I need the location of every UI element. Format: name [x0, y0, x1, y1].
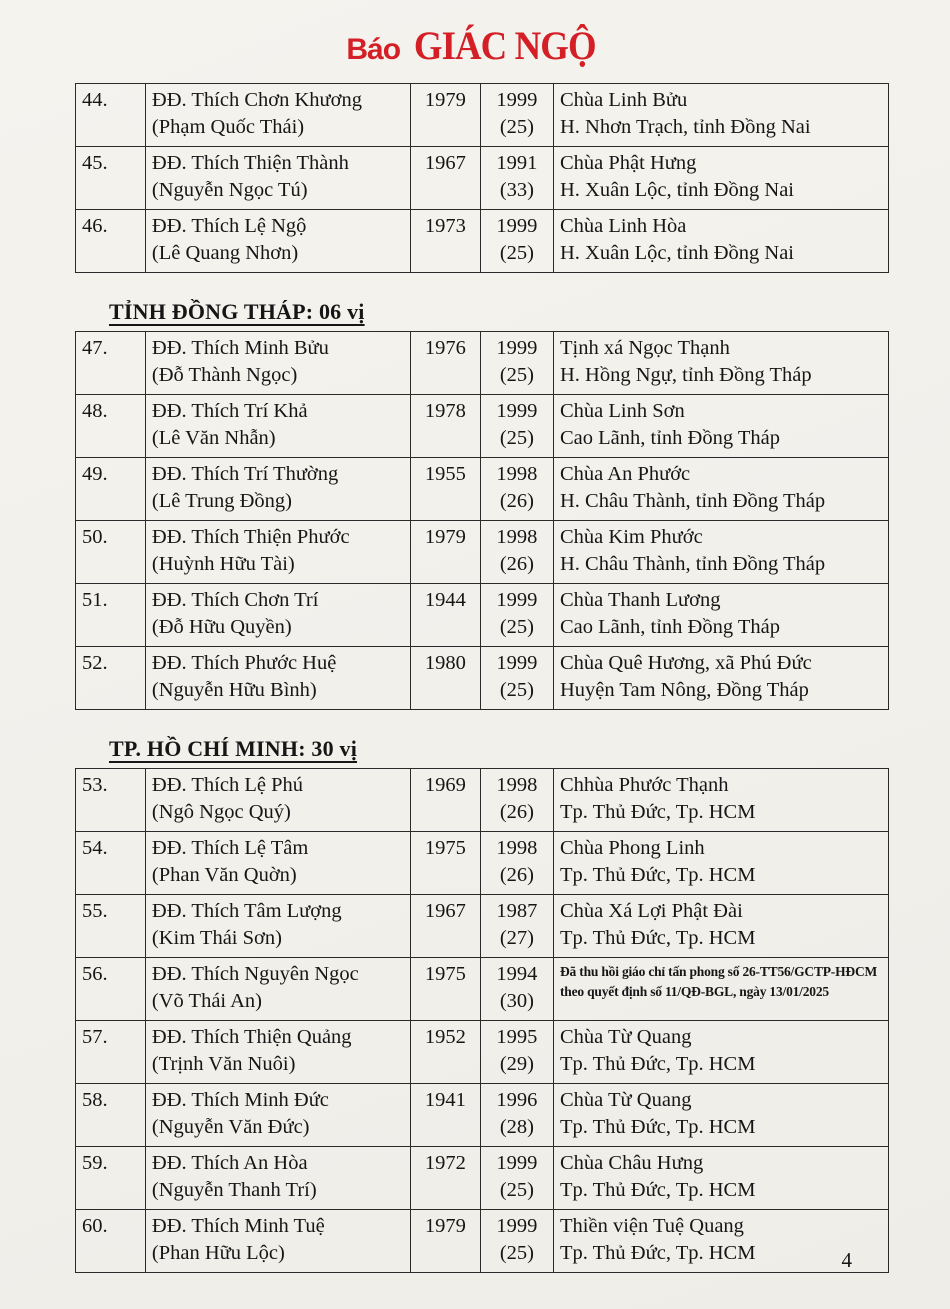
ordination-year: 1996	[496, 1089, 538, 1111]
temple-name: Chùa Linh Hòa	[560, 215, 687, 237]
location-cell	[554, 895, 889, 958]
birth-name: (Ngô Ngọc Quý)	[151, 801, 291, 823]
temple-location: Tp. Thủ Đức, Tp. HCM	[560, 1242, 756, 1264]
birth-year-cell	[410, 895, 480, 958]
section-title: TP. HỒ CHÍ MINH: 30 vị	[109, 736, 358, 761]
row-number: 55.	[82, 900, 108, 922]
location-cell	[554, 647, 889, 710]
birth-name: (Nguyễn Ngọc Tú)	[151, 179, 308, 201]
row-number: 48.	[82, 400, 108, 422]
birth-name: (Huỳnh Hữu Tài)	[151, 553, 295, 575]
name-cell	[145, 84, 410, 147]
birth-year: 1972	[424, 1152, 466, 1174]
birth-year-cell	[410, 332, 480, 395]
temple-location: H. Châu Thành, tỉnh Đồng Tháp	[560, 490, 826, 512]
birth-year-cell	[410, 1210, 480, 1273]
monk-name: ĐĐ. Thích An Hòa	[151, 1152, 308, 1174]
row-number-cell	[76, 1084, 146, 1147]
row-number: 46.	[82, 215, 108, 237]
row-number-cell	[76, 210, 146, 273]
name-cell	[145, 147, 410, 210]
row-number: 53.	[82, 774, 108, 796]
birth-year: 1979	[424, 89, 466, 111]
ordination-year: 1999	[496, 89, 538, 111]
birth-year: 1955	[424, 463, 466, 485]
birth-year-cell	[410, 832, 480, 895]
temple-name: Chùa Phật Hưng	[560, 152, 697, 174]
revocation-note-line1: Đã thu hồi giáo chỉ tấn phong số 26-TT56/GCTP-HĐCM	[560, 964, 878, 979]
temple-location: H. Hồng Ngự, tỉnh Đồng Tháp	[560, 364, 812, 386]
temple-location: Tp. Thủ Đức, Tp. HCM	[560, 864, 756, 886]
row-number: 51.	[82, 589, 108, 611]
ordination-year-cell	[480, 521, 553, 584]
table-row	[76, 958, 889, 1021]
ordination-year-cell	[480, 395, 553, 458]
name-cell	[145, 647, 410, 710]
ordination-year-cell	[480, 584, 553, 647]
row-number-cell	[76, 395, 146, 458]
temple-name: Chùa Từ Quang	[560, 1026, 692, 1048]
temple-name: Tịnh xá Ngọc Thạnh	[560, 337, 730, 359]
row-number-cell	[76, 958, 146, 1021]
monk-name: ĐĐ. Thích Thiện Phước	[151, 526, 350, 548]
temple-location: H. Châu Thành, tỉnh Đồng Tháp	[560, 553, 826, 575]
name-cell	[145, 521, 410, 584]
birth-year: 1975	[424, 963, 466, 985]
ordination-year: 1999	[496, 652, 538, 674]
monk-name: ĐĐ. Thích Minh Đức	[151, 1089, 329, 1111]
temple-location: H. Nhơn Trạch, tỉnh Đồng Nai	[560, 116, 811, 138]
table-row	[76, 521, 889, 584]
birth-name: (Đỗ Hữu Quyền)	[151, 616, 292, 638]
ordination-year: 1995	[496, 1026, 538, 1048]
ordination-age: (30)	[499, 990, 534, 1012]
ordination-age: (26)	[499, 864, 534, 886]
ordination-age: (26)	[499, 490, 534, 512]
birth-year: 1976	[424, 337, 466, 359]
revocation-note-line2: theo quyết định số 11/QĐ-BGL, ngày 13/01/2025	[560, 984, 829, 999]
row-number: 60.	[82, 1215, 108, 1237]
row-number-cell	[76, 769, 146, 832]
table-row	[76, 210, 889, 273]
ordination-age: (25)	[499, 616, 534, 638]
name-cell	[145, 1084, 410, 1147]
row-number: 49.	[82, 463, 108, 485]
roster-table-2	[75, 331, 889, 710]
monk-name: ĐĐ. Thích Thiện Thành	[151, 152, 349, 174]
name-cell	[145, 769, 410, 832]
monk-name: ĐĐ. Thích Lệ Tâm	[151, 837, 309, 859]
name-cell	[145, 1210, 410, 1273]
ordination-age: (26)	[499, 801, 534, 823]
name-cell	[145, 332, 410, 395]
temple-name: Chùa Thanh Lương	[560, 589, 721, 611]
ordination-year-cell	[480, 1210, 553, 1273]
roster-content	[75, 83, 889, 1273]
temple-location: Tp. Thủ Đức, Tp. HCM	[560, 801, 756, 823]
temple-name: Chhùa Phước Thạnh	[560, 774, 729, 796]
ordination-age: (25)	[499, 1242, 534, 1264]
name-cell	[145, 458, 410, 521]
row-number: 47.	[82, 337, 108, 359]
birth-year-cell	[410, 521, 480, 584]
birth-name: (Trịnh Văn Nuôi)	[151, 1053, 296, 1075]
birth-year: 1941	[424, 1089, 466, 1111]
table-row	[76, 332, 889, 395]
name-cell	[145, 1147, 410, 1210]
page-number: 4	[841, 1248, 852, 1272]
table-row	[76, 1021, 889, 1084]
temple-location: Tp. Thủ Đức, Tp. HCM	[560, 1179, 756, 1201]
temple-name: Chùa Phong Linh	[560, 837, 705, 859]
monk-name: ĐĐ. Thích Lệ Ngộ	[151, 215, 307, 237]
birth-name: (Võ Thái An)	[151, 990, 262, 1012]
temple-location: Tp. Thủ Đức, Tp. HCM	[560, 1116, 756, 1138]
row-number-cell	[76, 521, 146, 584]
temple-name: Chùa Từ Quang	[560, 1089, 692, 1111]
ordination-age: (25)	[499, 1179, 534, 1201]
row-number-cell	[76, 147, 146, 210]
row-number-cell	[76, 647, 146, 710]
location-cell	[554, 395, 889, 458]
ordination-age: (33)	[499, 179, 534, 201]
birth-year: 1967	[424, 152, 466, 174]
row-number-cell	[76, 458, 146, 521]
birth-name: (Đỗ Thành Ngọc)	[151, 364, 298, 386]
row-number-cell	[76, 1021, 146, 1084]
birth-year-cell	[410, 958, 480, 1021]
ordination-year: 1999	[496, 1215, 538, 1237]
monk-name: ĐĐ. Thích Phước Huệ	[151, 652, 337, 674]
birth-year-cell	[410, 84, 480, 147]
ordination-age: (29)	[499, 1053, 534, 1075]
table-row	[76, 147, 889, 210]
ordination-year-cell	[480, 832, 553, 895]
revocation-note-cell	[554, 958, 889, 1021]
ordination-age: (25)	[499, 364, 534, 386]
birth-year-cell	[410, 647, 480, 710]
row-number-cell	[76, 1147, 146, 1210]
table-row	[76, 1147, 889, 1210]
table-row	[76, 1084, 889, 1147]
ordination-age: (27)	[499, 927, 534, 949]
row-number-cell	[76, 895, 146, 958]
birth-year: 1967	[424, 900, 466, 922]
temple-location: Cao Lãnh, tỉnh Đồng Tháp	[560, 427, 780, 449]
location-cell	[554, 584, 889, 647]
ordination-year-cell	[480, 458, 553, 521]
row-number: 44.	[82, 89, 108, 111]
birth-name: (Lê Văn Nhẫn)	[151, 427, 276, 449]
ordination-age: (28)	[499, 1116, 534, 1138]
ordination-year: 1991	[496, 152, 538, 174]
ordination-year: 1998	[496, 526, 538, 548]
table-row	[76, 769, 889, 832]
table-row	[76, 458, 889, 521]
birth-year-cell	[410, 769, 480, 832]
ordination-year-cell	[480, 1021, 553, 1084]
ordination-age: (26)	[499, 553, 534, 575]
birth-year-cell	[410, 458, 480, 521]
masthead-title: GIÁC NGỘ	[413, 23, 596, 68]
ordination-year-cell	[480, 895, 553, 958]
ordination-year: 1999	[496, 337, 538, 359]
table-row	[76, 1210, 889, 1273]
ordination-year: 1999	[496, 400, 538, 422]
ordination-year-cell	[480, 332, 553, 395]
monk-name: ĐĐ. Thích Trí Khả	[151, 400, 308, 422]
monk-name: ĐĐ. Thích Minh Tuệ	[151, 1215, 325, 1237]
ordination-year-cell	[480, 647, 553, 710]
birth-year-cell	[410, 210, 480, 273]
ordination-year-cell	[480, 1147, 553, 1210]
birth-year-cell	[410, 395, 480, 458]
birth-year: 1979	[424, 1215, 466, 1237]
temple-name: Chùa Quê Hương, xã Phú Đức	[560, 652, 812, 674]
row-number: 58.	[82, 1089, 108, 1111]
row-number-cell	[76, 1210, 146, 1273]
location-cell	[554, 332, 889, 395]
birth-year-cell	[410, 584, 480, 647]
temple-location: Huyện Tam Nông, Đồng Tháp	[560, 679, 809, 701]
location-cell	[554, 147, 889, 210]
roster-table-1	[75, 83, 889, 273]
birth-year-cell	[410, 1021, 480, 1084]
temple-name: Chùa Linh Bửu	[560, 89, 688, 111]
monk-name: ĐĐ. Thích Tâm Lượng	[151, 900, 342, 922]
row-number-cell	[76, 84, 146, 147]
monk-name: ĐĐ. Thích Chơn Khương	[151, 89, 362, 111]
ordination-age: (25)	[499, 679, 534, 701]
ordination-age: (25)	[499, 427, 534, 449]
name-cell	[145, 1021, 410, 1084]
row-number-cell	[76, 332, 146, 395]
ordination-year: 1999	[496, 215, 538, 237]
name-cell	[145, 584, 410, 647]
birth-name: (Kim Thái Sơn)	[151, 927, 282, 949]
birth-name: (Nguyễn Thanh Trí)	[151, 1179, 317, 1201]
monk-name: ĐĐ. Thích Nguyên Ngọc	[151, 963, 359, 985]
table-row	[76, 832, 889, 895]
temple-location: Tp. Thủ Đức, Tp. HCM	[560, 927, 756, 949]
ordination-year: 1998	[496, 837, 538, 859]
temple-name: Chùa An Phước	[560, 463, 691, 485]
location-cell	[554, 1021, 889, 1084]
name-cell	[145, 210, 410, 273]
birth-year-cell	[410, 1084, 480, 1147]
row-number: 56.	[82, 963, 108, 985]
birth-year: 1975	[424, 837, 466, 859]
birth-year: 1978	[424, 400, 466, 422]
section-title: TỈNH ĐỒNG THÁP: 06 vị	[109, 299, 365, 324]
ordination-year: 1999	[496, 1152, 538, 1174]
temple-location: H. Xuân Lộc, tỉnh Đồng Nai	[560, 242, 794, 264]
temple-location: Tp. Thủ Đức, Tp. HCM	[560, 1053, 756, 1075]
name-cell	[145, 832, 410, 895]
ordination-year-cell	[480, 147, 553, 210]
row-number-cell	[76, 832, 146, 895]
birth-year: 1979	[424, 526, 466, 548]
table-row	[76, 395, 889, 458]
birth-name: (Nguyễn Hữu Bình)	[151, 679, 317, 701]
monk-name: ĐĐ. Thích Lệ Phú	[151, 774, 303, 796]
row-number: 57.	[82, 1026, 108, 1048]
name-cell	[145, 395, 410, 458]
birth-year: 1969	[424, 774, 466, 796]
location-cell	[554, 84, 889, 147]
ordination-year: 1998	[496, 774, 538, 796]
ordination-year-cell	[480, 1084, 553, 1147]
ordination-age: (25)	[499, 242, 534, 264]
row-number: 59.	[82, 1152, 108, 1174]
birth-year: 1980	[424, 652, 466, 674]
row-number: 50.	[82, 526, 108, 548]
ordination-year-cell	[480, 958, 553, 1021]
birth-year: 1973	[424, 215, 466, 237]
ordination-year-cell	[480, 210, 553, 273]
birth-name: (Lê Quang Nhơn)	[151, 242, 299, 264]
row-number: 52.	[82, 652, 108, 674]
location-cell	[554, 769, 889, 832]
location-cell	[554, 210, 889, 273]
table-row	[76, 647, 889, 710]
row-number: 54.	[82, 837, 108, 859]
temple-location: H. Xuân Lộc, tỉnh Đồng Nai	[560, 179, 794, 201]
birth-year: 1944	[424, 589, 466, 611]
location-cell	[554, 832, 889, 895]
monk-name: ĐĐ. Thích Chơn Trí	[151, 589, 319, 611]
monk-name: ĐĐ. Thích Trí Thường	[151, 463, 339, 485]
temple-location: Cao Lãnh, tỉnh Đồng Tháp	[560, 616, 780, 638]
birth-name: (Nguyễn Văn Đức)	[151, 1116, 310, 1138]
ordination-year-cell	[480, 769, 553, 832]
name-cell	[145, 895, 410, 958]
ordination-year: 1994	[496, 963, 538, 985]
location-cell	[554, 521, 889, 584]
monk-name: ĐĐ. Thích Thiện Quảng	[151, 1026, 352, 1048]
birth-year-cell	[410, 1147, 480, 1210]
table-row	[76, 895, 889, 958]
temple-name: Chùa Linh Sơn	[560, 400, 685, 422]
location-cell	[554, 458, 889, 521]
table-row	[76, 84, 889, 147]
location-cell	[554, 1147, 889, 1210]
roster-table-3	[75, 768, 889, 1273]
birth-year: 1952	[424, 1026, 466, 1048]
ordination-year: 1999	[496, 589, 538, 611]
row-number-cell	[76, 584, 146, 647]
row-number: 45.	[82, 152, 108, 174]
birth-name: (Phạm Quốc Thái)	[151, 116, 305, 138]
table-row	[76, 584, 889, 647]
masthead-prefix: Báo	[346, 33, 401, 66]
ordination-year: 1987	[496, 900, 538, 922]
ordination-age: (25)	[499, 116, 534, 138]
location-cell	[554, 1084, 889, 1147]
birth-name: (Phan Hữu Lộc)	[151, 1242, 285, 1264]
temple-name: Chùa Châu Hưng	[560, 1152, 704, 1174]
temple-name: Chùa Kim Phước	[560, 526, 703, 548]
name-cell	[145, 958, 410, 1021]
birth-name: (Phan Văn Quờn)	[151, 864, 297, 886]
ordination-year: 1998	[496, 463, 538, 485]
temple-name: Chùa Xá Lợi Phật Đài	[560, 900, 743, 922]
location-cell	[554, 1210, 889, 1273]
birth-name: (Lê Trung Đồng)	[151, 490, 292, 512]
ordination-year-cell	[480, 84, 553, 147]
birth-year-cell	[410, 147, 480, 210]
temple-name: Thiền viện Tuệ Quang	[560, 1215, 744, 1237]
newspaper-masthead	[0, 0, 950, 69]
monk-name: ĐĐ. Thích Minh Bửu	[151, 337, 329, 359]
